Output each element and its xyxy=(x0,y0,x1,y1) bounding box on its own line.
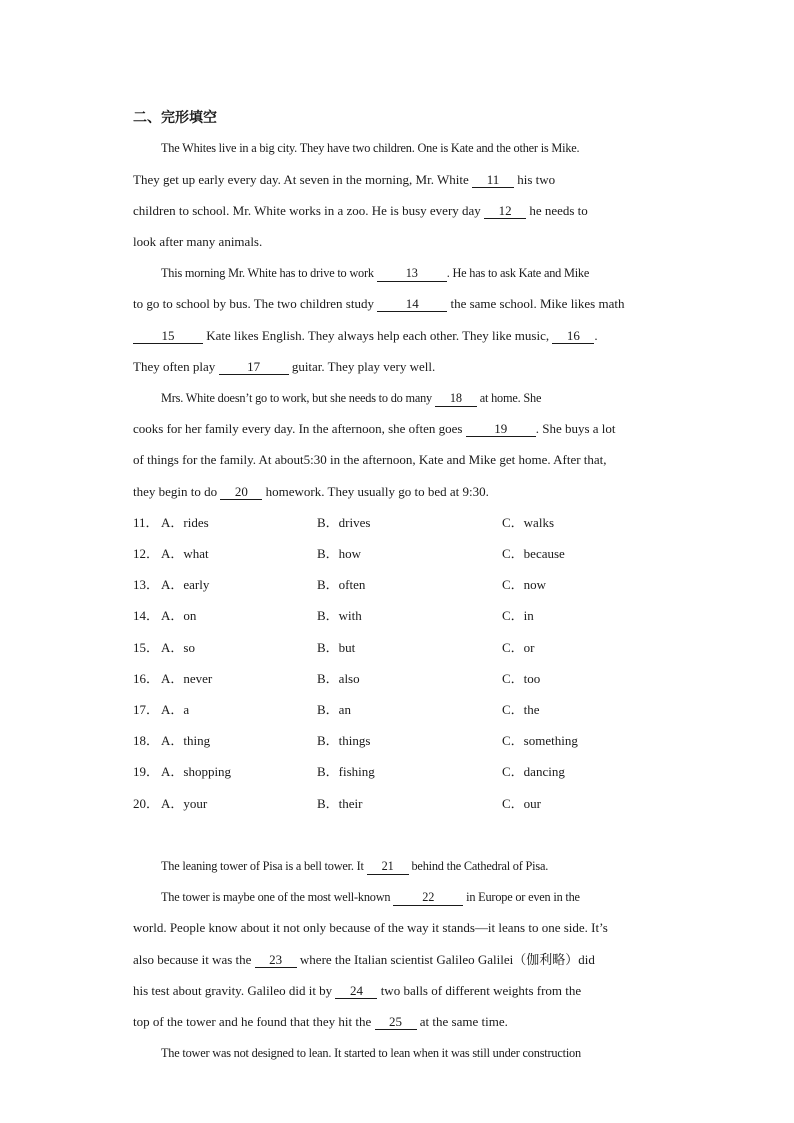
question-row-15: 15． A．so B．but C．or xyxy=(133,640,535,655)
option-a[interactable]: A．rides xyxy=(161,515,209,530)
blank-21[interactable]: 21 xyxy=(367,859,409,875)
option-b[interactable]: B．fishing xyxy=(317,764,375,779)
question-row-11: 11． A．rides B．drives C．walks xyxy=(133,515,555,530)
question-row-18: 18． A．thing B．things C．something xyxy=(133,733,578,748)
passage2-line: The tower is maybe one of the most well-known 22 in Europe or even in the xyxy=(161,890,580,904)
section-title: 二、完形填空 xyxy=(133,110,217,126)
option-c[interactable]: C．now xyxy=(502,577,547,592)
option-a[interactable]: A．thing xyxy=(161,733,211,748)
blank-15[interactable]: 15 xyxy=(133,328,203,344)
passage2-line: also because it was the 23 where the Italian scientist Galileo Galilei（伽利略）did xyxy=(133,952,595,967)
option-b[interactable]: B．with xyxy=(317,608,362,623)
passage1-line: 15 Kate likes English. They always help each other. They like music, 16 . xyxy=(133,327,663,345)
question-row-17: 17． A．a B．an C．the xyxy=(133,702,540,717)
option-b[interactable]: B．their xyxy=(317,796,363,811)
option-b[interactable]: B．often xyxy=(317,577,366,592)
passage1-line: cooks for her family every day. In the afternoon, she often goes 19 . She buys a lot xyxy=(133,421,616,436)
option-c[interactable]: C．or xyxy=(502,640,535,655)
passage1-line: They often play 17 guitar. They play very well. xyxy=(133,359,436,374)
passage1-line: They get up early every day. At seven in the morning, Mr. White 11 his two xyxy=(133,172,556,187)
passage1-line: look after many animals. xyxy=(133,234,263,249)
option-b[interactable]: B．also xyxy=(317,671,360,686)
option-a[interactable]: A．your xyxy=(161,796,208,811)
blank-24[interactable]: 24 xyxy=(335,983,377,999)
option-a[interactable]: A．on xyxy=(161,608,197,623)
option-c[interactable]: C．walks xyxy=(502,515,555,530)
question-row-13: 13． A．early B．often C．now xyxy=(133,577,547,592)
question-row-12: 12． A．what B．how C．because xyxy=(133,546,565,561)
passage1-line: This morning Mr. White has to drive to work 13 . He has to ask Kate and Mike xyxy=(161,266,590,280)
passage1-line: Mrs. White doesn’t go to work, but she needs to do many 18 at home. She xyxy=(161,391,542,405)
blank-25[interactable]: 25 xyxy=(375,1014,417,1030)
option-b[interactable]: B．things xyxy=(317,733,371,748)
passage2-line: The tower was not designed to lean. It started to lean when it was still under construction xyxy=(161,1046,581,1060)
passage2-line: world. People know about it not only because of the way it stands—it leans to one side. It’s xyxy=(133,920,608,935)
option-a[interactable]: A．early xyxy=(161,577,210,592)
blank-17[interactable]: 17 xyxy=(219,359,289,375)
question-row-19: 19． A．shopping B．fishing C．dancing xyxy=(133,764,565,779)
blank-13[interactable]: 13 xyxy=(377,266,447,282)
option-a[interactable]: A．shopping xyxy=(161,764,232,779)
passage1-line: children to school. Mr. White works in a zoo. He is busy every day 12 he needs to xyxy=(133,203,588,218)
passage2-line: top of the tower and he found that they hit the 25 at the same time. xyxy=(133,1014,508,1029)
passage1-line: of things for the family. At about5:30 in the afternoon, Kate and Mike get home. After that, xyxy=(133,452,607,467)
passage2-line: his test about gravity. Galileo did it by 24 two balls of different weights from the xyxy=(133,983,582,998)
option-c[interactable]: C．in xyxy=(502,608,534,623)
blank-22[interactable]: 22 xyxy=(393,890,463,906)
question-row-16: 16． A．never B．also C．too xyxy=(133,671,541,686)
passage1-line: they begin to do 20 homework. They usually go to bed at 9:30. xyxy=(133,484,489,499)
blank-12[interactable]: 12 xyxy=(484,203,526,219)
blank-16[interactable]: 16 xyxy=(552,328,594,344)
option-a[interactable]: A．what xyxy=(161,546,209,561)
option-b[interactable]: B．but xyxy=(317,640,356,655)
passage2-line: The leaning tower of Pisa is a bell tower. It 21 behind the Cathedral of Pisa. xyxy=(161,859,549,873)
question-row-20: 20． A．your B．their C．our xyxy=(133,796,542,811)
option-c[interactable]: C．something xyxy=(502,733,578,748)
option-a[interactable]: A．never xyxy=(161,671,213,686)
option-b[interactable]: B．drives xyxy=(317,515,371,530)
blank-20[interactable]: 20 xyxy=(220,484,262,500)
blank-19[interactable]: 19 xyxy=(466,421,536,437)
option-c[interactable]: C．because xyxy=(502,546,565,561)
blank-18[interactable]: 18 xyxy=(435,391,477,407)
option-a[interactable]: A．a xyxy=(161,702,190,717)
option-a[interactable]: A．so xyxy=(161,640,195,655)
option-c[interactable]: C．dancing xyxy=(502,764,565,779)
blank-23[interactable]: 23 xyxy=(255,952,297,968)
question-row-14: 14． A．on B．with C．in xyxy=(133,608,534,623)
option-b[interactable]: B．how xyxy=(317,546,362,561)
blank-11[interactable]: 11 xyxy=(472,172,514,188)
option-c[interactable]: C．our xyxy=(502,796,542,811)
passage1-line: to go to school by bus. The two children study 14 the same school. Mike likes math xyxy=(133,296,625,311)
option-c[interactable]: C．the xyxy=(502,702,540,717)
passage1-line: The Whites live in a big city. They have two children. One is Kate and the other is Mike. xyxy=(161,141,580,155)
option-c[interactable]: C．too xyxy=(502,671,541,686)
option-b[interactable]: B．an xyxy=(317,702,351,717)
blank-14[interactable]: 14 xyxy=(377,296,447,312)
